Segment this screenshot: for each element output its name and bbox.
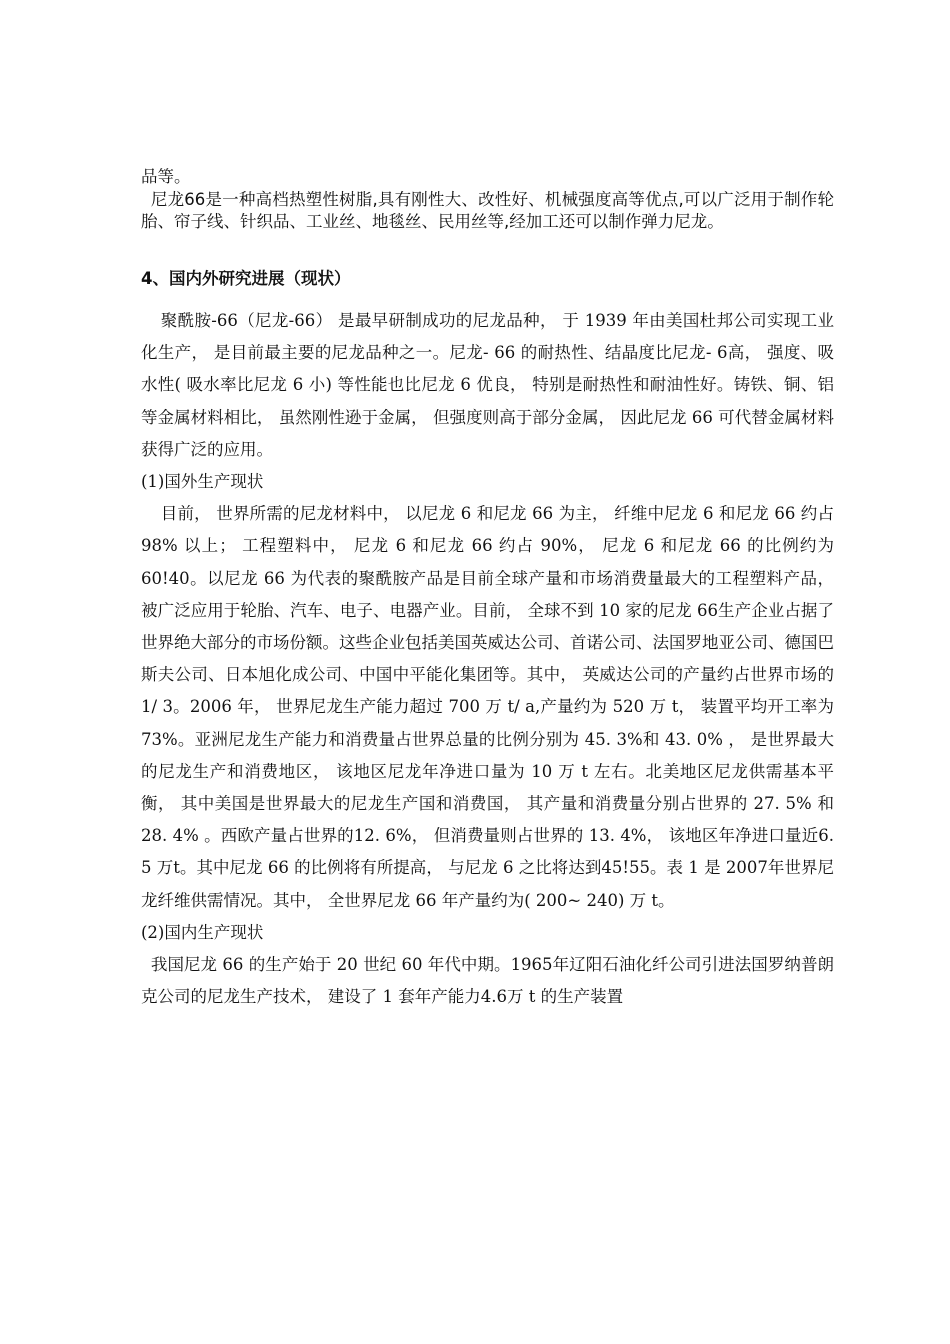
subheading-domestic-production: (2)国内生产现状	[141, 922, 264, 942]
nylon66-summary-paragraph: 尼龙66是一种高档热塑性树脂,具有刚性大、改性好、机械强度高等优点,可以广泛用于制作轮胎、帘子线、针织品、工业丝、地毯丝、民用丝等,经加工还可以制作弹力尼龙。	[141, 189, 834, 231]
paragraph-domestic-production: 我国尼龙 66 的生产始于 20 世纪 60 年代中期。1965年辽阳石油化纤公司引进法国罗纳普朗克公司的尼龙生产技术， 建设了 1 套年产能力4.6万 t 的生产装置	[141, 955, 834, 1007]
section-heading: 4、国内外研究进展（现状）	[141, 269, 351, 288]
research-progress-body	[141, 305, 834, 1013]
paragraph-foreign-production: 目前， 世界所需的尼龙材料中， 以尼龙 6 和尼龙 66 为主， 纤维中尼龙 6 和尼龙 66 约占 98% 以上； 工程塑料中， 尼龙 6 和尼龙 66 约占 90%， 尼龙 6 和尼龙 66 的比例约为 60!40。以尼龙 66 为代表的聚酰胺产品是目前全球产量和市场消费量最大的工程塑料产品， 被广泛应用于轮胎、汽车、电子、电器产业。目前， 全球不到 10 家的尼龙 66生产企业占据了世界绝大部分的市场份额。这些企业包括美国英威达公司、首诺公司、法国罗地亚公司、德国巴斯夫公司、日本旭化成公司、中国中平能化集团等。其中， 英威达公司的产量约占世界市场的 1/ 3。2006 年， 世界尼龙生产能力超过 700 万 t/ a,产量约为 520 万 t， 装置平均开工率为 73%。亚洲尼龙生产能力和消费量占世界总量的比例分别为 45. 3%和 43. 0% ， 是世界最大的尼龙生产和消费地区， 该地区尼龙年净进口量为 10 万 t 左右。北美地区尼龙供需基本平衡， 其中美国是世界最大的尼龙生产国和消费国， 其产量和消费量分别占世界的 27. 5% 和 28. 4% 。西欧产量占世界的12. 6%， 但消费量则占世界的 13. 4%， 该地区年净进口量近6. 5 万t。其中尼龙 66 的比例将有所提高， 与尼龙 6 之比将达到45!55。表 1 是 2007年世界尼龙纤维供需情况。其中， 全世界尼龙 66 年产量约为( 200~ 240) 万 t。	[141, 504, 834, 910]
intro-section	[141, 166, 834, 234]
intro-continuation-text: 品等。	[141, 167, 191, 186]
paragraph-nylon66-history: 聚酰胺-66（尼龙-66） 是最早研制成功的尼龙品种， 于 1939 年由美国杜邦公司实现工业化生产， 是目前最主要的尼龙品种之一。尼龙- 66 的耐热性、结晶度比尼龙- 6高， 强度、吸水性( 吸水率比尼龙 6 小) 等性能也比尼龙 6 优良， 特别是耐热性和耐油性好。铸铁、铜、铝等金属材料相比， 虽然刚性逊于金属， 但强度则高于部分金属， 因此尼龙 66 可代替金属材料获得广泛的应用。	[141, 311, 834, 459]
subheading-foreign-production: (1)国外生产现状	[141, 472, 264, 492]
